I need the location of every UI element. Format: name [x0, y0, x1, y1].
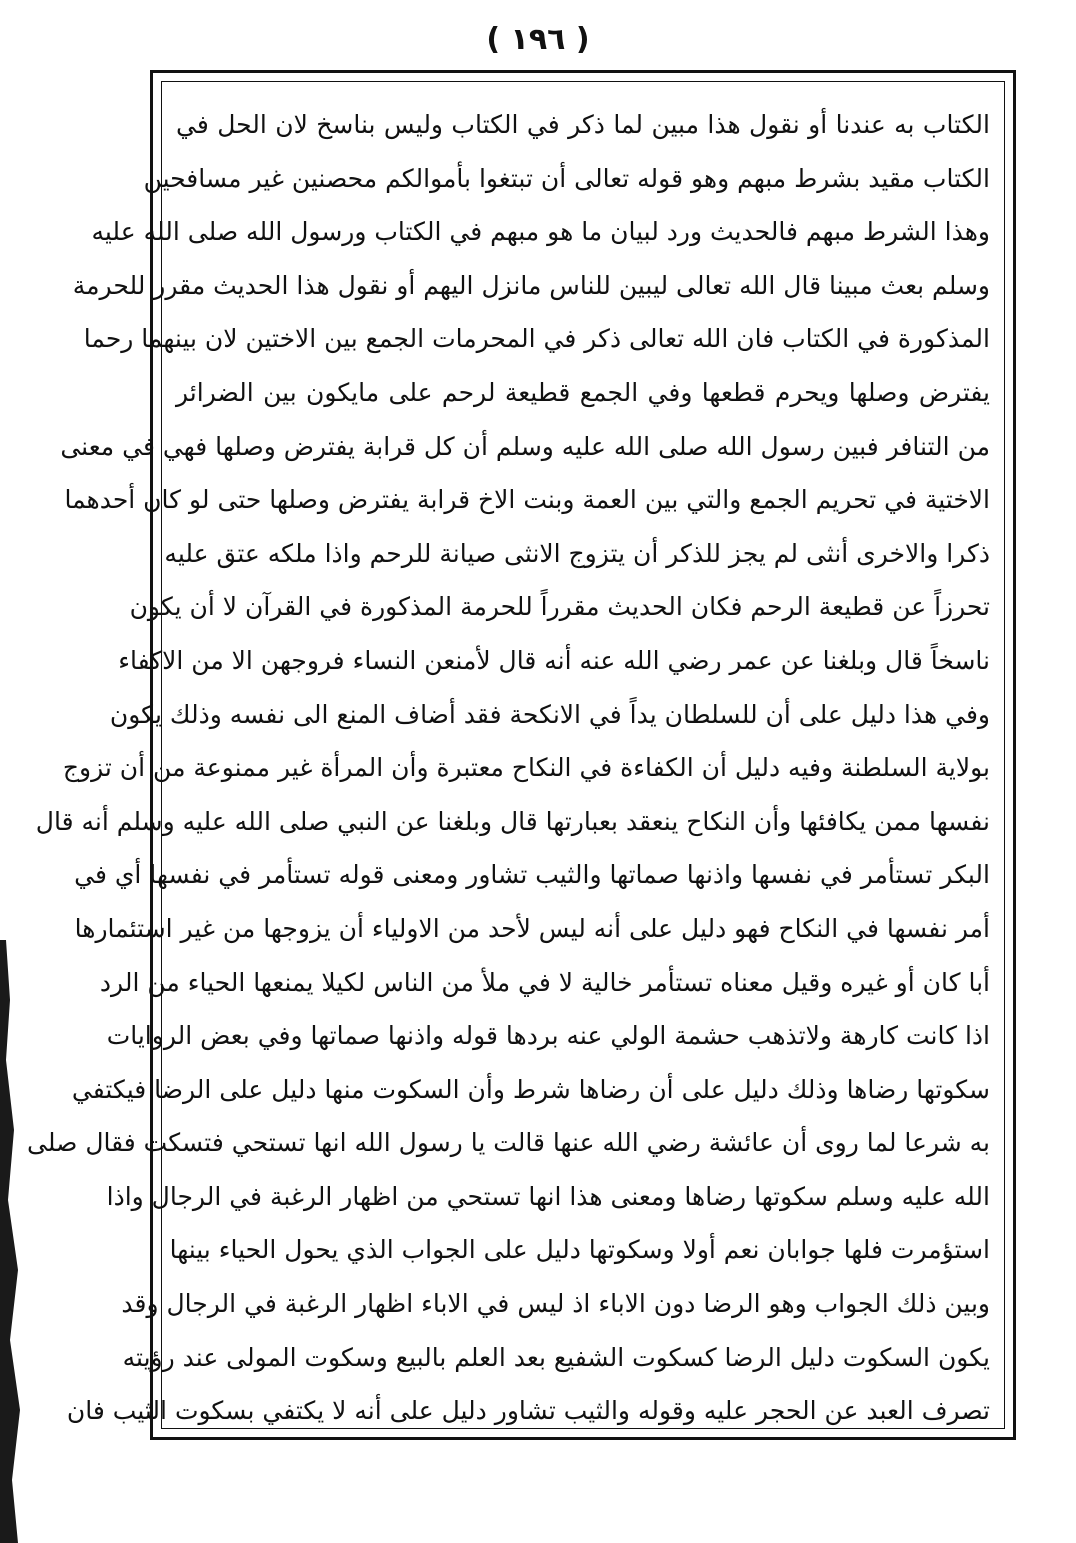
text-line: وسلم بعث مبينا قال الله تعالى ليبين للناس مانزل اليهم أو نقول هذا الحديث مقرر للحرمة: [72, 270, 990, 300]
text-line: تصرف العبد عن الحجر عليه وقوله والثيب تشاور دليل على أنه لا يكتفي بسكوت الثيب فان: [66, 1396, 990, 1426]
text-line: تحرزاً عن قطيعة الرحم فكان الحديث مقرراً للحرمة المذكورة في القرآن لا أن يكون: [129, 592, 990, 622]
text-line: المذكورة في الكتاب فان الله تعالى ذكر في المحرمات الجمع بين الاختين لان بينهما رحما: [83, 324, 990, 354]
text-line: الكتاب مقيد بشرط مبهم وهو قوله تعالى أن تبتغوا بأموالكم محصنين غير مسافحين: [143, 163, 990, 193]
text-line: سكوتها رضاها وذلك دليل على أن رضاها شرط وأن السكوت منها دليل على الرضا فيكتفي: [71, 1074, 990, 1104]
text-line: من التنافر فبين رسول الله صلى الله عليه وسلم أن كل قرابة يفترض وصلها فهي في معنى: [60, 431, 990, 461]
text-line: يفترض وصلها ويحرم قطعها وفي الجمع قطيعة لرحم على مايكون بين الضرائر: [176, 377, 990, 407]
page-inner-border: [27, 81, 1005, 1429]
text-line: ذكرا والاخرى أنثى لم يجز للذكر أن يتزوج الانثى صيانة للرحم واذا ملكه عتق عليه: [164, 538, 990, 568]
text-line: وبين ذلك الجواب وهو الرضا دون الاباء اذ ليس في الاباء اظهار الرغبة في الرجال وقد: [121, 1289, 990, 1319]
text-line: وفي هذا دليل على أن للسلطان يداً في الانكحة فقد أضاف المنع الى نفسه وذلك يكون: [109, 699, 990, 729]
text-line: ناسخاً قال وبلغنا عن عمر رضي الله عنه أنه قال لأمنعن النساء فروجهن الا من الاكفاء: [118, 645, 990, 675]
text-line: بولاية السلطنة وفيه دليل أن الكفاءة في النكاح معتبرة وأن المرأة غير ممنوعة من أن تزوج: [62, 753, 990, 783]
text-line: وهذا الشرط مبهم فالحديث ورد لبيان ما هو مبهم في الكتاب ورسول الله صلى الله عليه: [91, 217, 990, 247]
text-line: اذا كانت كارهة ولاتذهب حشمة الولي عنه بردها قوله واذنها صماتها وفي بعض الروايات: [106, 1021, 990, 1051]
text-line: نفسها ممن يكافئها وأن النكاح ينعقد بعبارتها قال وبلغنا عن النبي صلى الله عليه وسلم أنه قال: [35, 806, 990, 836]
text-line: استؤمرت فلها جوابان نعم أولا وسكوتها دليل على الجواب الذي يحول الحياء بينها: [169, 1235, 990, 1265]
text-line: أبا كان أو غيره وقيل معناه تستأمر خالية لا في ملأ من الناس لكيلا يمنعها الحياء من الرد: [99, 967, 990, 997]
text-line: يكون السكوت دليل الرضا كسكوت الشفيع بعد العلم بالبيع وسكوت المولى عند رؤيته: [122, 1342, 990, 1372]
page-number: ( ١٩٦ ): [486, 22, 590, 57]
text-line: الكتاب به عندنا أو نقول هذا مبين لما ذكر في الكتاب وليس بناسخ لان الحل في: [176, 110, 990, 139]
text-line: الاختية في تحريم الجمع والتي بين العمة وبنت الاخ قرابة يفترض وصلها حتى لو كان أحدهما: [64, 485, 990, 515]
page-body-text: [27, 98, 990, 1438]
text-line: به شرعا لما روى أن عائشة رضي الله عنها قالت يا رسول الله انها تستحي فتسكت فقال صلى: [27, 1128, 990, 1158]
text-line: أمر نفسها في النكاح فهو دليل على أنه ليس لأحد من الاولياء أن يزوجها من غير استئمارها: [74, 913, 990, 943]
text-line: الله عليه وسلم سكوتها رضاها ومعنى هذا انها تستحي من اظهار الرغبة في الرجال واذا: [106, 1181, 990, 1211]
scan-torn-edge: [0, 940, 70, 1543]
page-border: [27, 70, 1016, 1440]
text-line: البكر تستأمر في نفسها واذنها صماتها والثيب تشاور ومعنى قوله تستأمر في نفسها أي في: [74, 860, 990, 890]
